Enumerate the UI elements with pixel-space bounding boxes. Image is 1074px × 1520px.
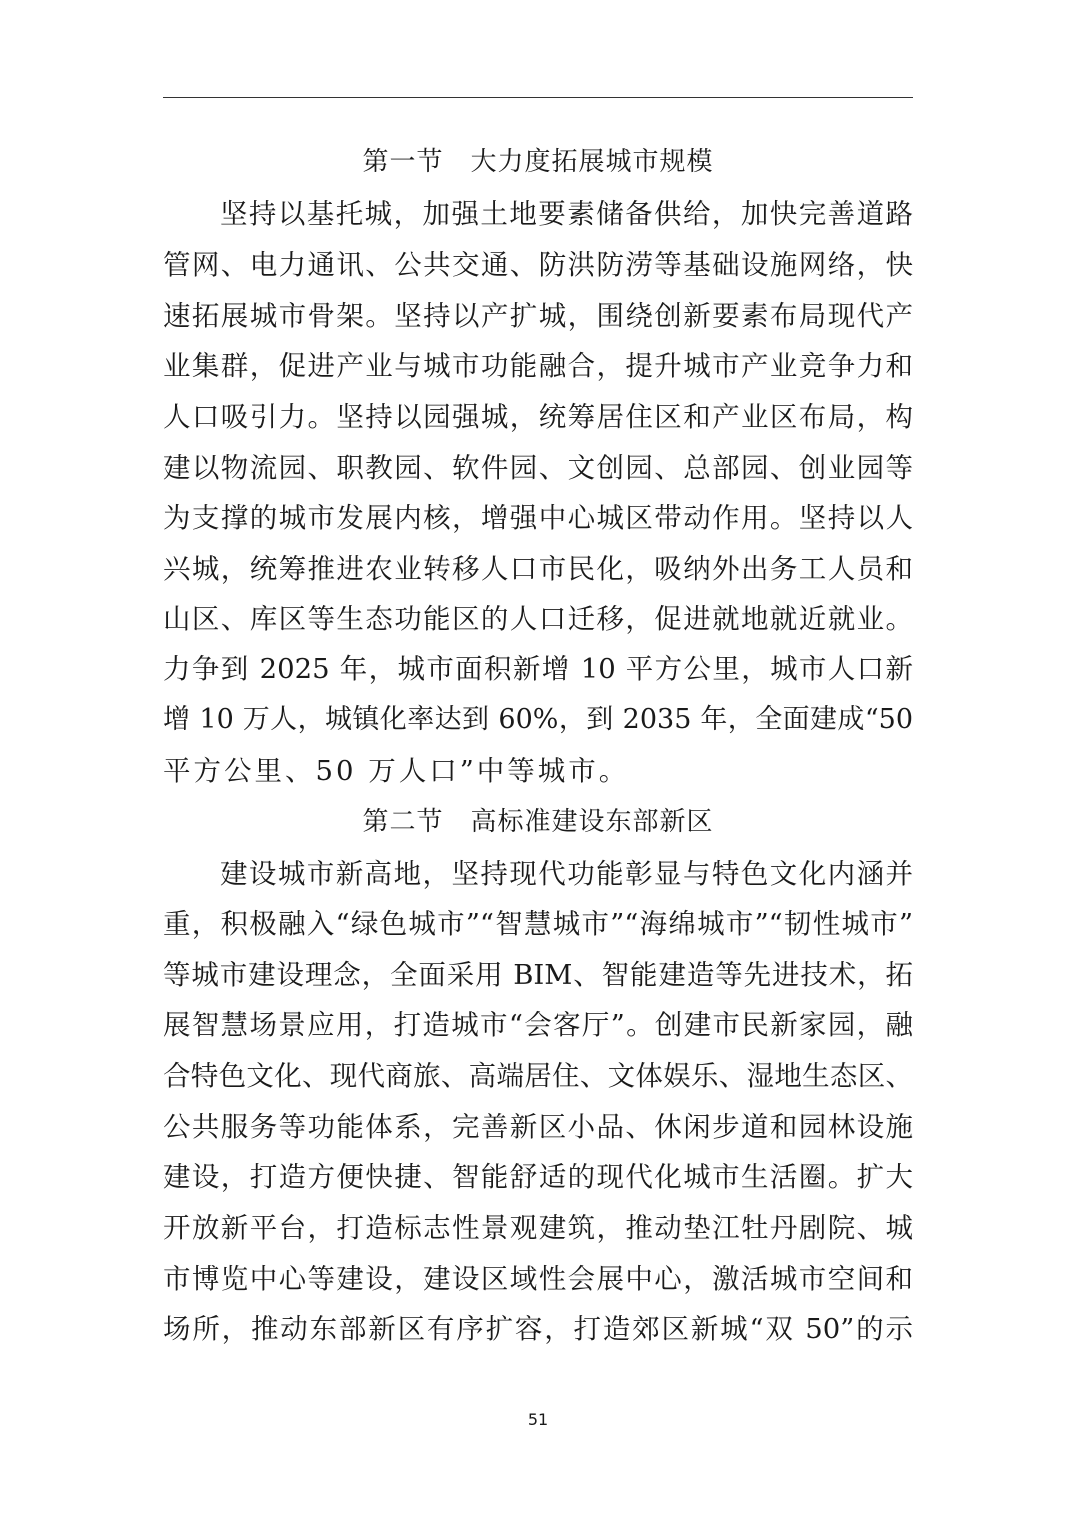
paragraph-line: 人口吸引力。坚持以园强城，统筹居住区和产业区布局，构 [163,401,913,433]
header-rule [163,97,913,98]
paragraph-line: 建以物流园、职教园、软件园、文创园、总部园、创业园等 [163,452,913,484]
paragraph-line: 速拓展城市骨架。坚持以产扩城，围绕创新要素布局现代产 [163,300,913,332]
paragraph-line: 建设，打造方便快捷、智能舒适的现代化城市生活圈。扩大 [163,1161,913,1193]
paragraph-line: 坚持以基托城，加强土地要素储备供给，加快完善道路 [220,198,913,230]
paragraph-line: 重，积极融入“绿色城市”“智慧城市”“海绵城市”“韧性城市” [163,908,913,940]
paragraph-line: 场所，推动东部新区有序扩容，打造郊区新城“双 50”的示 [163,1313,913,1345]
paragraph-line: 管网、电力通讯、公共交通、防洪防涝等基础设施网络，快 [163,249,913,281]
paragraph-line: 建设城市新高地，坚持现代功能彰显与特色文化内涵并 [220,858,913,890]
paragraph-line: 增 10 万人，城镇化率达到 60%，到 2035 年，全面建成“50 [163,704,913,735]
paragraph-line: 为支撑的城市发展内核，增强中心城区带动作用。坚持以人 [163,502,913,534]
paragraph-line: 市博览中心等建设，建设区域性会展中心，激活城市空间和 [163,1263,913,1295]
paragraph-line: 山区、库区等生态功能区的人口迁移，促进就地就近就业。 [163,603,913,635]
paragraph-line: 展智慧场景应用，打造城市“会客厅”。创建市民新家园，融 [163,1009,913,1041]
paragraph-line: 开放新平台，打造标志性景观建筑，推动垫江牡丹剧院、城 [163,1212,913,1244]
paragraph-line: 合特色文化、现代商旅、高端居住、文体娱乐、湿地生态区、 [163,1060,913,1092]
paragraph-line: 平方公里、50 万人口”中等城市。 [163,755,630,787]
section-heading-1: 第一节 大力度拓展城市规模 [362,147,714,177]
paragraph-line: 兴城，统筹推进农业转移人口市民化，吸纳外出务工人员和 [163,553,913,585]
paragraph-line: 业集群，促进产业与城市功能融合，提升城市产业竞争力和 [163,350,913,382]
page-number: 51 [527,1410,549,1429]
paragraph-line: 等城市建设理念，全面采用 BIM、智能建造等先进技术，拓 [163,959,913,991]
section-heading-2: 第二节 高标准建设东部新区 [362,807,714,837]
paragraph-line: 公共服务等功能体系，完善新区小品、休闲步道和园林设施 [163,1111,913,1143]
paragraph-line: 力争到 2025 年，城市面积新增 10 平方公里，城市人口新 [163,653,913,685]
